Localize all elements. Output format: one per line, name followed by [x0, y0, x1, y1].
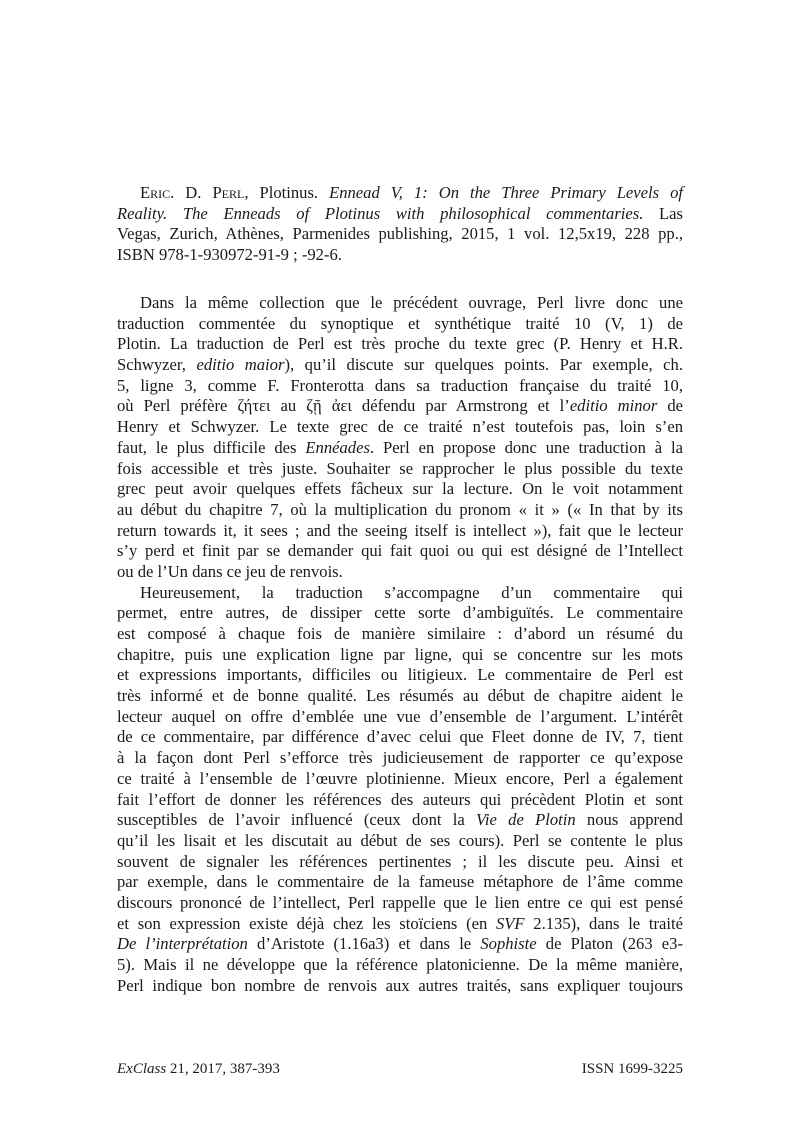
text-segment: d’Aristote (1.16a3) et dans le	[247, 934, 481, 954]
text-segment: chapitre, puis une explication ligne par ligne, qui se concentre sur les mots	[117, 644, 683, 664]
text-segment: 5, ligne 3, comme F. Fronterotta dans sa traduction française du traité 10,	[117, 375, 683, 395]
text-segment: de Platon (263 e3-	[536, 934, 683, 954]
text-segment: grec peut avoir quelques effets fâcheux sur la lecture. On le voit notamment	[117, 479, 683, 499]
text-segment: Perl	[212, 183, 245, 202]
text-segment: s’y perd et finit par se demander qui fait quoi ou qui est désigné de l’Intellect	[117, 541, 683, 561]
paragraph-line	[117, 355, 683, 376]
paragraph-line	[117, 769, 683, 790]
paragraph-line	[117, 686, 683, 707]
text-segment: Henry et Schwyzer. Le texte grec de ce traité n’est toutefois pas, loin s’en	[117, 417, 683, 437]
text-segment: Plotin. La traduction de Perl est très proche du texte grec (P. Henry et H.R.	[117, 334, 683, 354]
text-segment: discours prononcé de l’intellect, Perl rappelle que le lien entre ce qui est pensé	[117, 892, 683, 912]
text-segment: de	[657, 396, 683, 416]
text-segment: fois accessible et très juste. Souhaiter se rapprocher le plus possible du texte	[117, 458, 683, 478]
paragraph-line	[117, 852, 683, 873]
text-segment: ISBN 978-1-930972-91-9 ; -92-6.	[117, 245, 342, 265]
paragraph-line	[117, 934, 683, 955]
text-segment: Vie de Plotin	[476, 810, 576, 830]
heading-line	[117, 224, 683, 245]
paragraph-line	[117, 790, 683, 811]
text-segment: susceptibles de l’avoir influencé (ceux dont la	[117, 810, 477, 830]
paragraph-line	[117, 624, 683, 645]
text-segment: Ennéades	[305, 437, 370, 457]
paragraph-line	[117, 914, 683, 935]
footer-citation	[117, 1060, 280, 1078]
text-segment: ou de l’Un dans ce jeu de renvois.	[117, 561, 343, 581]
paragraph-line	[117, 521, 683, 542]
text-segment: souvent de signaler les références pertinentes ; il les discute peu. Ainsi et	[117, 851, 683, 871]
text-segment: traduction commentée du synoptique et synthétique traité 10 (V, 1) de	[117, 313, 683, 333]
text-segment: editio maior	[196, 355, 285, 375]
text-segment: faut, le plus difficile des	[117, 437, 306, 457]
text-segment: qu’il les lisait et les discutait au début de ses cours). Perl se contente le plus	[117, 830, 683, 850]
text-segment: Las	[643, 203, 683, 223]
paragraph-line	[117, 334, 683, 355]
text-segment: par exemple, dans le commentaire de la fameuse métaphore de l’âme comme	[117, 872, 683, 892]
text-segment: editio minor	[569, 396, 658, 416]
paragraph-line	[117, 396, 683, 417]
journal-name: ExClass	[117, 1061, 167, 1077]
paragraph-line	[117, 562, 683, 583]
paragraph-line	[117, 665, 683, 686]
paragraph-line	[117, 541, 683, 562]
paragraph-line	[117, 645, 683, 666]
paragraph-line	[117, 417, 683, 438]
paragraph-line	[117, 376, 683, 397]
text-segment: return towards it, it sees ; and the seeing itself is intellect »), fait que le lecteur	[117, 520, 683, 540]
review-body	[117, 293, 683, 996]
text-segment: , Plotinus.	[244, 183, 330, 202]
bibliographic-heading	[117, 183, 683, 266]
text-segment: à la façon dont Perl s’efforce très judicieusement de rapporter ce qu’expose	[117, 748, 683, 768]
text-segment: et expressions importants, difficiles ou litigieux. Le commentaire de Perl est	[117, 665, 683, 685]
text-segment: ce traité à l’ensemble de l’œuvre plotinienne. Mieux encore, Perl a également	[117, 768, 683, 788]
paragraph-line	[117, 893, 683, 914]
text-segment: permet, entre autres, de dissiper cette sorte d’ambiguïtés. Le commentaire	[117, 603, 683, 623]
text-segment: Perl indique bon nombre de renvois aux autres traités, sans expliquer toujours	[117, 975, 683, 995]
heading-line	[117, 204, 683, 225]
text-segment: de ce commentaire, par différence d’avec celui que Fleet donne de IV, 7, tient	[117, 727, 683, 747]
paragraph-line	[117, 500, 683, 521]
text-segment: 2.135), dans le traité	[524, 913, 683, 933]
text-segment: est composé à chaque fois de manière similaire : d’abord un résumé du	[117, 624, 683, 643]
text-segment: ), qu’il discute sur quelques points. Par exemple, ch.	[284, 355, 683, 375]
paragraph-line	[117, 748, 683, 769]
text-segment: au début du chapitre 7, où la multiplication du pronom « it » (« In that by its	[117, 499, 683, 519]
text-segment: SVF	[496, 913, 525, 933]
paragraph-line	[117, 955, 683, 976]
text-segment: Sophiste	[480, 934, 537, 954]
paragraph-line	[117, 727, 683, 748]
footer-issn: ISSN 1699-3225	[581, 1061, 683, 1077]
paragraph-line	[117, 314, 683, 335]
text-segment: Vegas, Zurich, Athènes, Parmenides publishing, 2015, 1 vol. 12,5x19, 228 pp.,	[117, 224, 683, 244]
text-segment: fait l’effort de donner les références des auteurs qui précèdent Plotin et sont	[117, 789, 683, 809]
text-segment: Ennead V, 1: On the Three Primary Levels of	[329, 183, 683, 202]
paragraph-line	[117, 831, 683, 852]
heading-line	[117, 245, 683, 266]
journal-volume: 21, 2017, 387-393	[166, 1061, 280, 1077]
text-segment: Schwyzer,	[117, 355, 197, 375]
page-footer	[117, 1060, 683, 1078]
text-segment: nous apprend	[575, 810, 683, 830]
paragraph-line	[117, 459, 683, 480]
text-segment: et son expression existe déjà chez les stoïciens (en	[117, 913, 496, 933]
paragraph-line	[117, 976, 683, 997]
text-segment: Dans la même collection que le précédent ouvrage, Perl livre donc une	[140, 293, 683, 312]
paragraph-line	[117, 707, 683, 728]
text-segment: très informé et de bonne qualité. Les résumés au début de chapitre aident le	[117, 686, 683, 706]
paragraph-line	[117, 872, 683, 893]
text-segment: lecteur auquel on offre d’emblée une vue d’ensemble de l’argument. L’intérêt	[117, 706, 683, 726]
paragraph-line	[117, 479, 683, 500]
paragraph-line	[117, 583, 683, 604]
paragraph-line	[117, 810, 683, 831]
text-segment: Heureusement, la traduction s’accompagne d’un commentaire qui	[140, 582, 683, 602]
text-segment: Eric. D.	[140, 183, 213, 202]
text-segment: Reality. The Enneads of Plotinus with philosophical commentaries.	[117, 203, 644, 223]
text-segment: . Perl en propose donc une traduction à la	[369, 437, 683, 457]
text-segment: où Perl préfère ζήτει au ζῇ ἀει défendu par Armstrong et l’	[117, 396, 570, 416]
text-segment: 5). Mais il ne développe que la référence platonicienne. De la même manière,	[117, 955, 683, 974]
paragraph-line	[117, 603, 683, 624]
text-segment: De l’interprétation	[117, 934, 248, 954]
heading-line	[117, 183, 683, 204]
paragraph-line	[117, 438, 683, 459]
paragraph-line	[117, 293, 683, 314]
